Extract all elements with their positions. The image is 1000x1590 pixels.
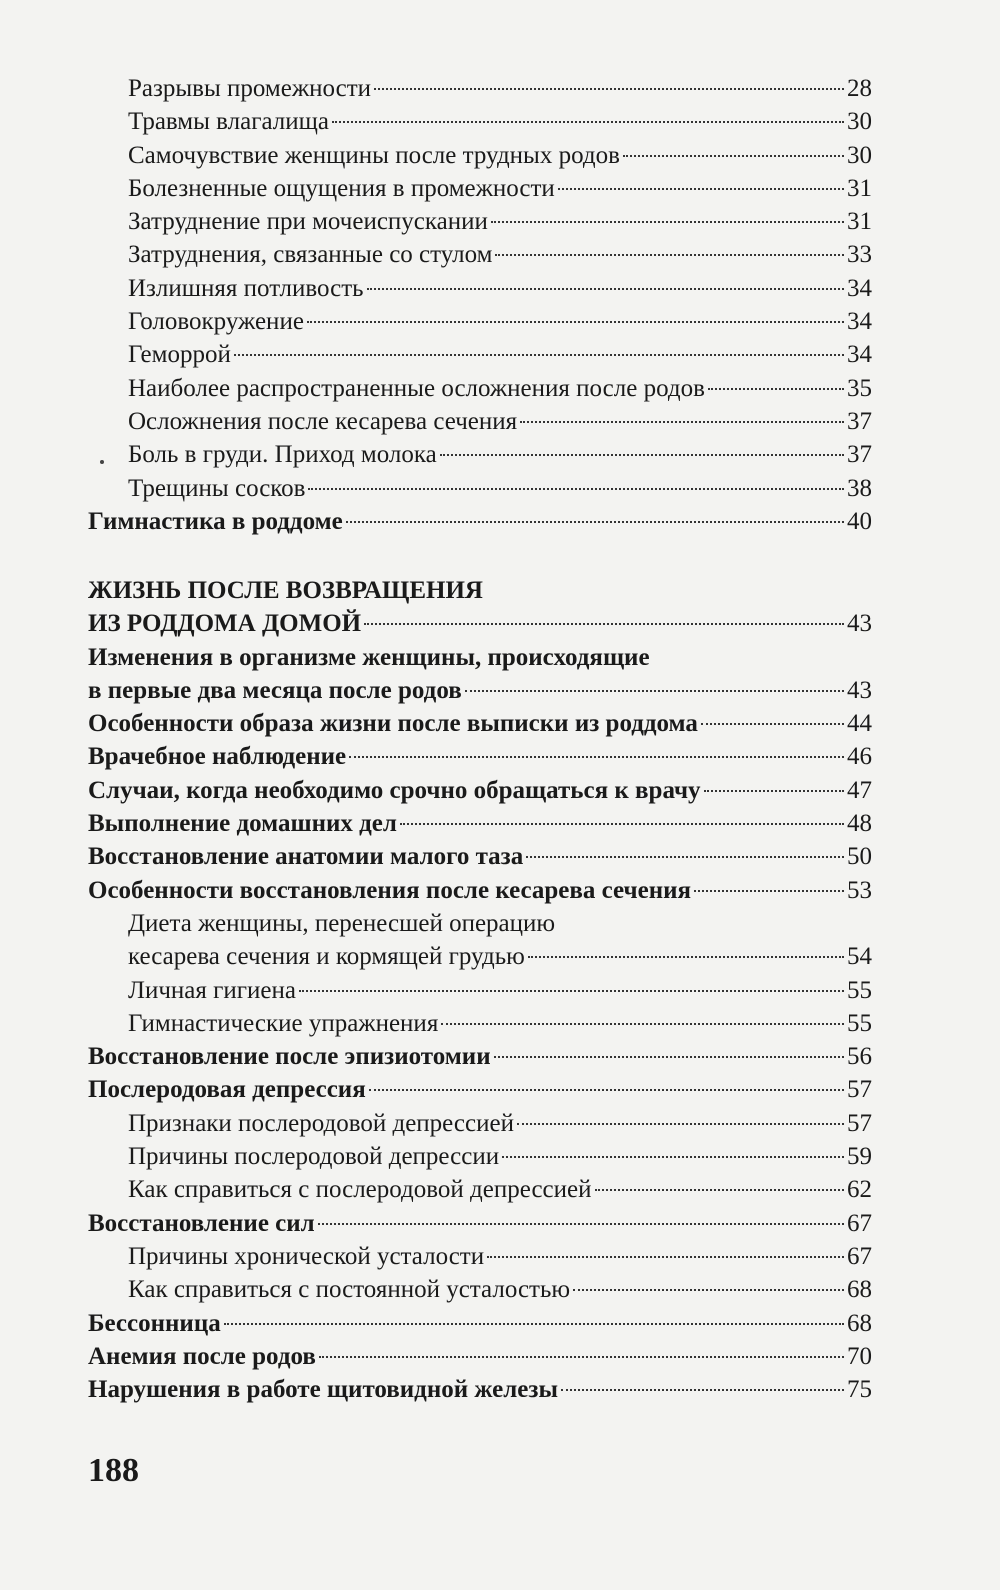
- dot-leader: [349, 756, 844, 758]
- toc-entry-title: Гимнастические упражнения: [128, 1009, 439, 1037]
- toc-entry: [88, 305, 872, 338]
- toc-entry-page: 31: [847, 174, 872, 202]
- toc-entry: [88, 372, 872, 405]
- toc-entry: [88, 1340, 872, 1373]
- toc-entry: [88, 940, 872, 973]
- toc-entry-page: 55: [847, 976, 872, 1004]
- toc-entry: [88, 1207, 872, 1240]
- toc-entry-title: Врачебное наблюдение: [88, 743, 347, 771]
- toc-entry-page: 28: [847, 75, 872, 102]
- toc-entry-page: 38: [847, 474, 872, 502]
- toc-entry-page: 43: [847, 610, 872, 638]
- toc-entry: [88, 874, 872, 907]
- dot-leader: [364, 623, 844, 625]
- toc-entry: [88, 1007, 872, 1040]
- toc-entry: [88, 707, 872, 740]
- table-of-contents-bottom: [88, 574, 872, 1406]
- dot-leader: [346, 521, 844, 523]
- dot-leader: [495, 254, 844, 256]
- dot-leader: [694, 890, 844, 892]
- toc-entry-page: 57: [847, 1109, 872, 1137]
- toc-entry-title: Боль в груди. Приход молока: [128, 441, 437, 469]
- dot-leader: [561, 1389, 844, 1391]
- page-number: 188: [88, 1452, 139, 1489]
- toc-entry-page: 31: [847, 208, 872, 236]
- dot-leader: [319, 1356, 844, 1358]
- toc-entry: [88, 238, 872, 271]
- dot-leader: [701, 723, 844, 725]
- toc-entry-title: Нарушения в работе щитовидной железы: [88, 1376, 558, 1404]
- toc-entry: [88, 1373, 872, 1406]
- toc-entry-title: Диета женщины, перенесшей операцию: [128, 909, 556, 937]
- toc-entry-title: Геморрой: [128, 341, 231, 369]
- toc-entry: [88, 740, 872, 773]
- toc-entry-title: Восстановление сил: [88, 1209, 315, 1237]
- toc-entry-page: 37: [847, 441, 872, 469]
- dot-leader: [517, 1123, 844, 1125]
- toc-entry-title: Восстановление анатомии малого таза: [88, 843, 524, 871]
- toc-entry-title: Наиболее распространенные осложнения после родов: [128, 374, 705, 402]
- toc-entry: [88, 1173, 872, 1206]
- toc-entry-page: 46: [847, 743, 872, 771]
- toc-entry-page: 47: [847, 776, 872, 804]
- dot-leader: [528, 956, 844, 958]
- toc-entry: [88, 607, 872, 640]
- toc-entry: [88, 272, 872, 305]
- toc-entry: [88, 72, 872, 105]
- toc-entry-page: 37: [847, 407, 872, 435]
- toc-entry: [88, 840, 872, 873]
- toc-entry-title: Признаки послеродовой депрессией: [128, 1109, 514, 1137]
- dot-leader: [400, 823, 844, 825]
- toc-entry-page: 57: [847, 1076, 872, 1104]
- toc-entry: [88, 205, 872, 238]
- toc-entry-title: Затруднения, связанные со стулом: [128, 241, 493, 269]
- toc-entry-title: Анемия после родов: [88, 1342, 316, 1370]
- toc-entry-page: 56: [847, 1043, 872, 1071]
- toc-entry-page: 50: [847, 843, 872, 871]
- toc-entry-page: 70: [847, 1342, 872, 1370]
- toc-entry-page: 53: [847, 876, 872, 904]
- dot-leader: [318, 1223, 844, 1225]
- dot-leader: [704, 790, 844, 792]
- toc-entry-page: 34: [847, 308, 872, 336]
- toc-entry: [88, 472, 872, 505]
- dot-leader: [299, 990, 844, 992]
- toc-entry: [88, 338, 872, 371]
- dot-leader: [234, 354, 844, 356]
- toc-entry-page: 54: [847, 943, 872, 971]
- dot-leader: [369, 1089, 844, 1091]
- toc-entry-title: Самочувствие женщины после трудных родов: [128, 141, 620, 169]
- dot-leader: [487, 1256, 844, 1258]
- toc-entry: [88, 105, 872, 138]
- toc-entry: [88, 1040, 872, 1073]
- dot-leader: [623, 155, 844, 157]
- toc-entry-title: кесарева сечения и кормящей грудью: [128, 943, 525, 971]
- toc-entry-title: Головокружение: [128, 308, 304, 336]
- dot-leader: [465, 690, 844, 692]
- toc-entry-title: Изменения в организме женщины, происходящие: [88, 643, 650, 671]
- toc-entry: [88, 907, 872, 940]
- toc-entry-title: Причины хронической усталости: [128, 1242, 485, 1270]
- toc-entry: [88, 405, 872, 438]
- toc-entry-title: Восстановление после эпизиотомии: [88, 1043, 491, 1071]
- toc-entry: [88, 1307, 872, 1340]
- dot-leader: [558, 188, 844, 190]
- toc-entry-title: Разрывы промежности: [128, 75, 372, 102]
- toc-entry: [88, 438, 872, 471]
- toc-entry: [88, 1140, 872, 1173]
- toc-entry-page: 59: [847, 1143, 872, 1171]
- dot-leader: [224, 1323, 844, 1325]
- toc-entry: [88, 774, 872, 807]
- dot-leader: [374, 88, 844, 90]
- toc-entry-title: Гимнастика в роддоме: [88, 507, 343, 535]
- dot-leader: [307, 321, 844, 323]
- toc-entry-title: Послеродовая депрессия: [88, 1076, 366, 1104]
- toc-entry-title: Особенности восстановления после кесарева сечения: [88, 876, 692, 904]
- dot-leader: [441, 1023, 844, 1025]
- dot-leader: [367, 288, 844, 290]
- toc-entry-title: Как справиться с постоянной усталостью: [128, 1276, 571, 1304]
- toc-entry-title: Личная гигиена: [128, 976, 296, 1004]
- toc-entry-title: ИЗ РОДДОМА ДОМОЙ: [88, 610, 362, 638]
- toc-entry: [88, 974, 872, 1007]
- toc-entry-title: Случаи, когда необходимо срочно обращаться к врачу: [88, 776, 701, 804]
- dot-leader: [526, 856, 844, 858]
- toc-entry-page: 44: [847, 710, 872, 738]
- toc-entry-page: 55: [847, 1009, 872, 1037]
- dot-leader: [491, 221, 844, 223]
- toc-entry-page: 30: [847, 141, 872, 169]
- toc-entry-title: ЖИЗНЬ ПОСЛЕ ВОЗВРАЩЕНИЯ: [88, 577, 483, 604]
- toc-entry-title: Особенности образа жизни после выписки из роддома: [88, 710, 698, 738]
- dot-leader: [502, 1156, 844, 1158]
- toc-entry-page: 62: [847, 1176, 872, 1204]
- dot-leader: [573, 1289, 844, 1291]
- dot-leader: [440, 454, 844, 456]
- table-of-contents-top: [88, 72, 872, 538]
- dot-leader: [595, 1189, 844, 1191]
- toc-entry-title: Излишняя потливость: [128, 274, 364, 302]
- toc-entry: [88, 505, 872, 538]
- toc-entry-title: Травмы влагалища: [128, 108, 329, 136]
- dot-leader: [308, 488, 844, 490]
- toc-entry: [88, 674, 872, 707]
- toc-entry-page: 40: [847, 507, 872, 535]
- toc-entry-page: 67: [847, 1242, 872, 1270]
- toc-entry-title: Затруднение при мочеиспускании: [128, 208, 488, 236]
- toc-entry-page: 33: [847, 241, 872, 269]
- toc-entry: [88, 807, 872, 840]
- toc-entry-title: Осложнения после кесарева сечения: [128, 407, 518, 435]
- toc-entry-page: 30: [847, 108, 872, 136]
- dot-leader: [332, 121, 844, 123]
- toc-entry-title: Как справиться с послеродовой депрессией: [128, 1176, 592, 1204]
- toc-entry-page: 34: [847, 341, 872, 369]
- toc-entry-title: Выполнение домашних дел: [88, 810, 397, 838]
- toc-entry: [88, 1073, 872, 1106]
- toc-entry: [88, 172, 872, 205]
- toc-entry: [88, 1107, 872, 1140]
- toc-entry-page: 75: [847, 1376, 872, 1404]
- toc-entry: [88, 641, 872, 674]
- dot-leader: [520, 421, 844, 423]
- toc-entry-page: 34: [847, 274, 872, 302]
- toc-entry-title: Причины послеродовой депрессии: [128, 1143, 500, 1171]
- toc-entry-title: Болезненные ощущения в промежности: [128, 174, 555, 202]
- toc-entry-page: 43: [847, 676, 872, 704]
- toc-entry: [88, 139, 872, 172]
- toc-entry: [88, 574, 872, 607]
- toc-entry-page: 68: [847, 1276, 872, 1304]
- toc-entry-title: Трещины сосков: [128, 474, 306, 502]
- dot-leader: [708, 388, 844, 390]
- toc-entry-title: Бессонница: [88, 1309, 221, 1337]
- toc-entry-page: 35: [847, 374, 872, 402]
- dot-leader: [494, 1056, 844, 1058]
- toc-entry-page: 48: [847, 810, 872, 838]
- toc-entry-page: 68: [847, 1309, 872, 1337]
- toc-entry: [88, 1240, 872, 1273]
- toc-entry-page: 67: [847, 1209, 872, 1237]
- toc-entry: [88, 1273, 872, 1306]
- toc-entry-title: в первые два месяца после родов: [88, 676, 462, 704]
